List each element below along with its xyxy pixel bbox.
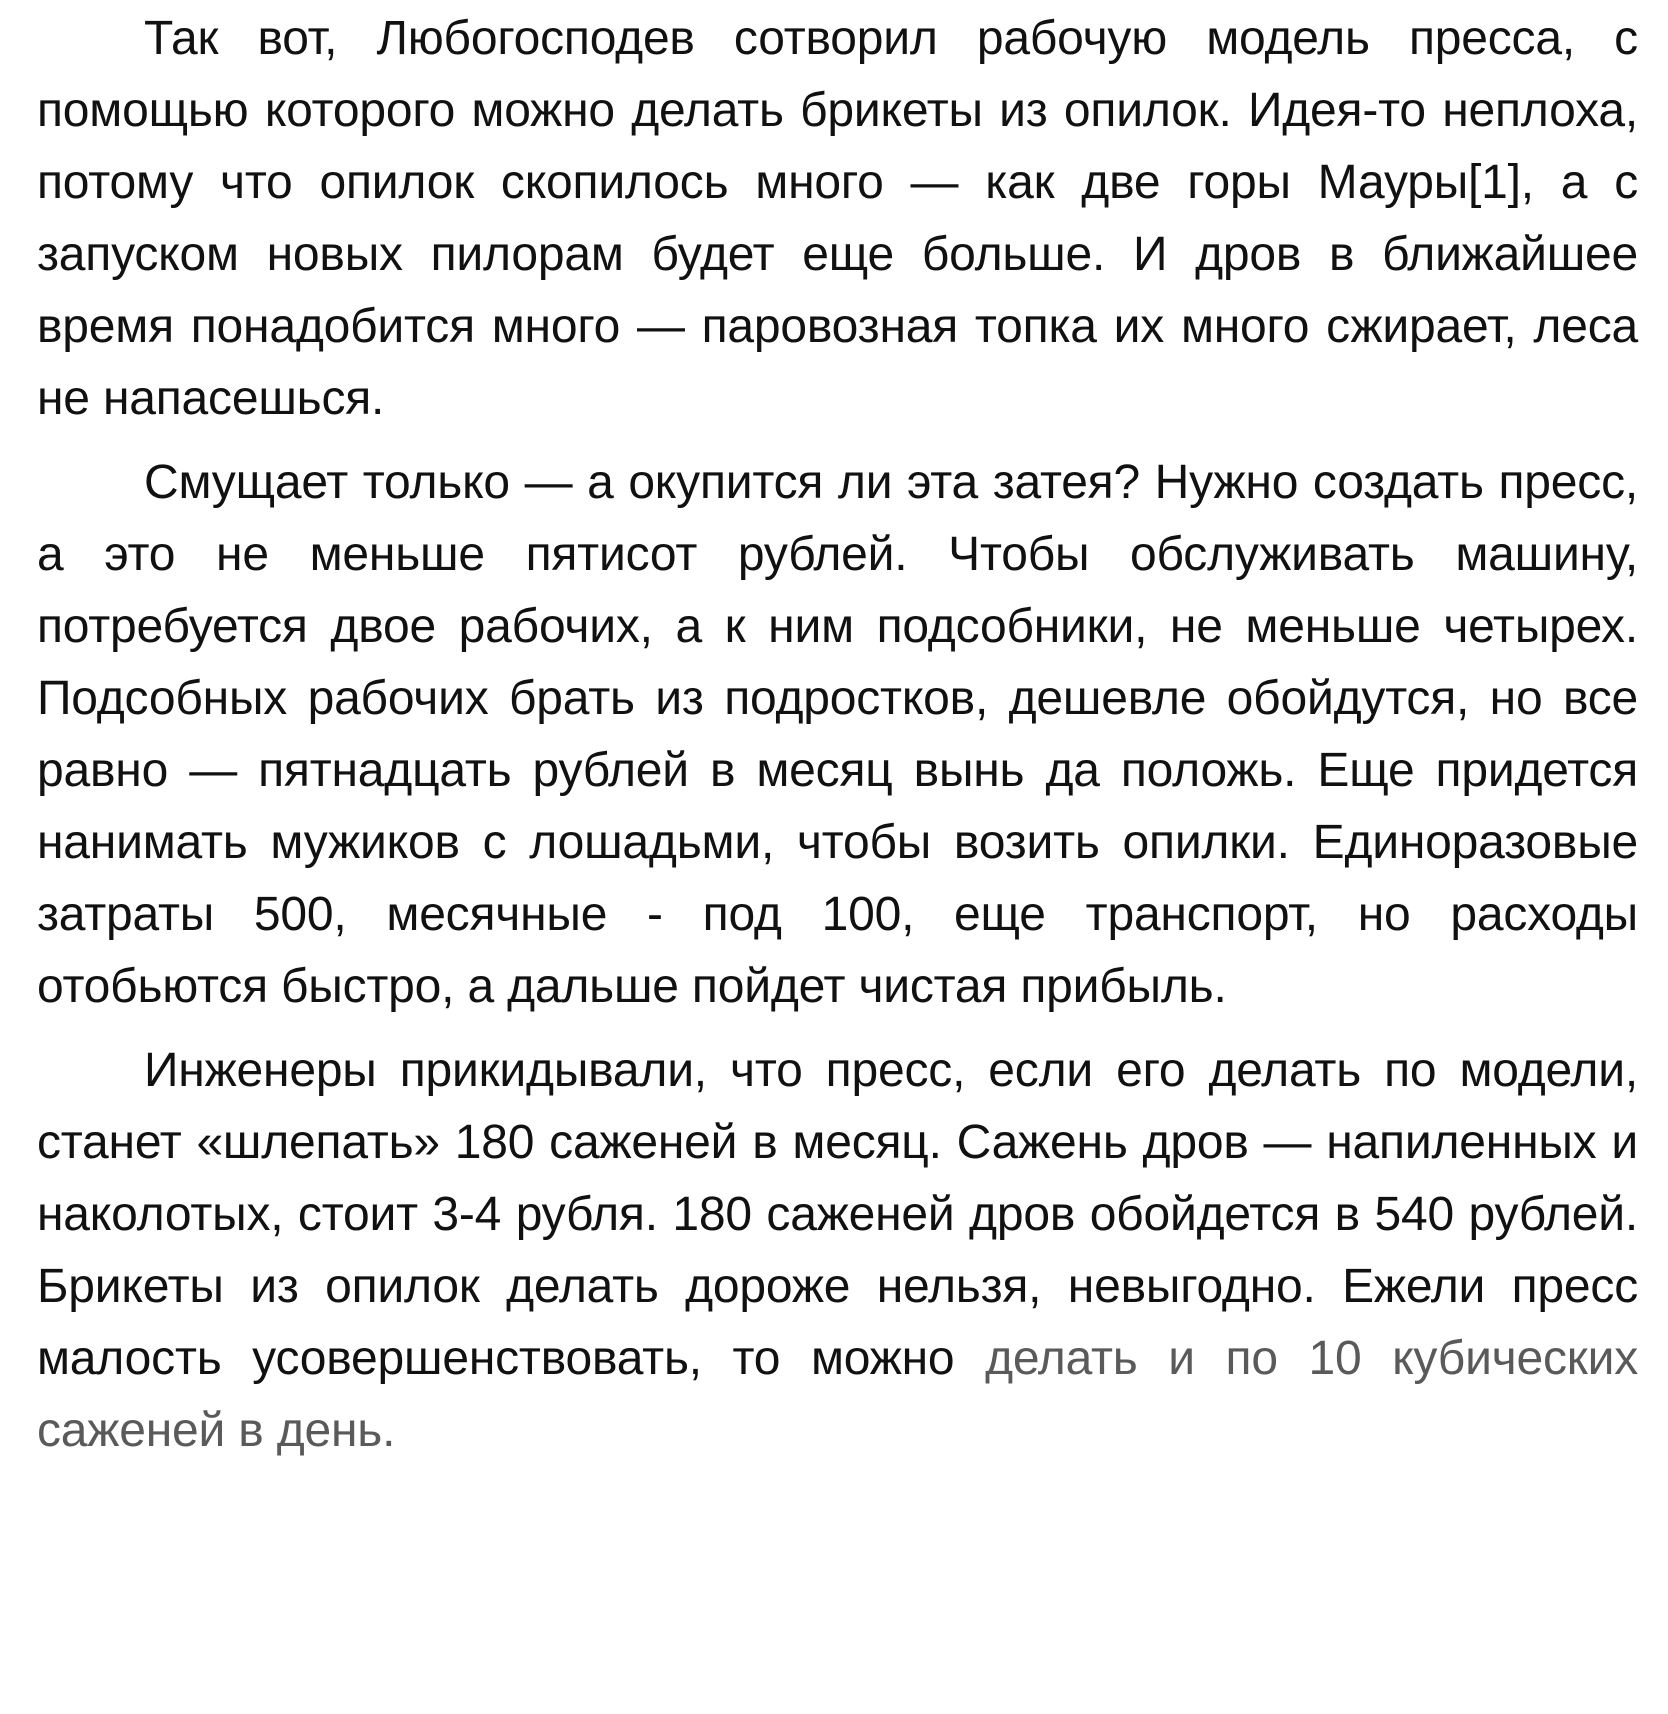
- paragraph-2: Смущает только — а окупится ли эта затея? Нужно создать пресс, а это не меньше пятисот рублей. Чтобы обслуживать машину, потребуется двое рабочих, а к ним подсобники, не меньше четырех. Подсобных рабочих брать из подростков, дешевле обойдутся, но все равно — пятнадцать рублей в месяц вынь да положь. Еще придется нанимать мужиков с лошадьми, чтобы возить опилки. Единоразовые затраты 500, месячные - под 100, еще транспорт, но расходы отобьются быстро, а дальше пойдет чистая прибыль.: [37, 456, 1638, 1013]
- paragraph-1: Так вот, Любогосподев сотворил рабочую модель пресса, с помощью которого можно делать брикеты из опилок. Идея-то неплоха, потому что опилок скопилось много — как две горы Мауры[1], а с запуском новых пилорам будет еще больше. И дров в ближайшее время понадобится много — паровозная топка их много сжирает, леса не напасешься.: [37, 12, 1638, 425]
- paragraph-3-faded-text: делать и по 10 кубических саженей в день.: [37, 1332, 1638, 1457]
- paragraph-3: [37, 1035, 1638, 1467]
- paragraph-3-text: Инженеры прикидывали, что пресс, если его делать по модели, станет «шлепать» 180 саженей в месяц. Сажень дров — напиленных и наколотых, стоит 3-4 рубля. 180 саженей дров обойдется в 540 рублей. Брикеты из опилок делать дороже нельзя, невыгодно. Ежели пресс малость усовершенствовать, то можно: [37, 1044, 1638, 1385]
